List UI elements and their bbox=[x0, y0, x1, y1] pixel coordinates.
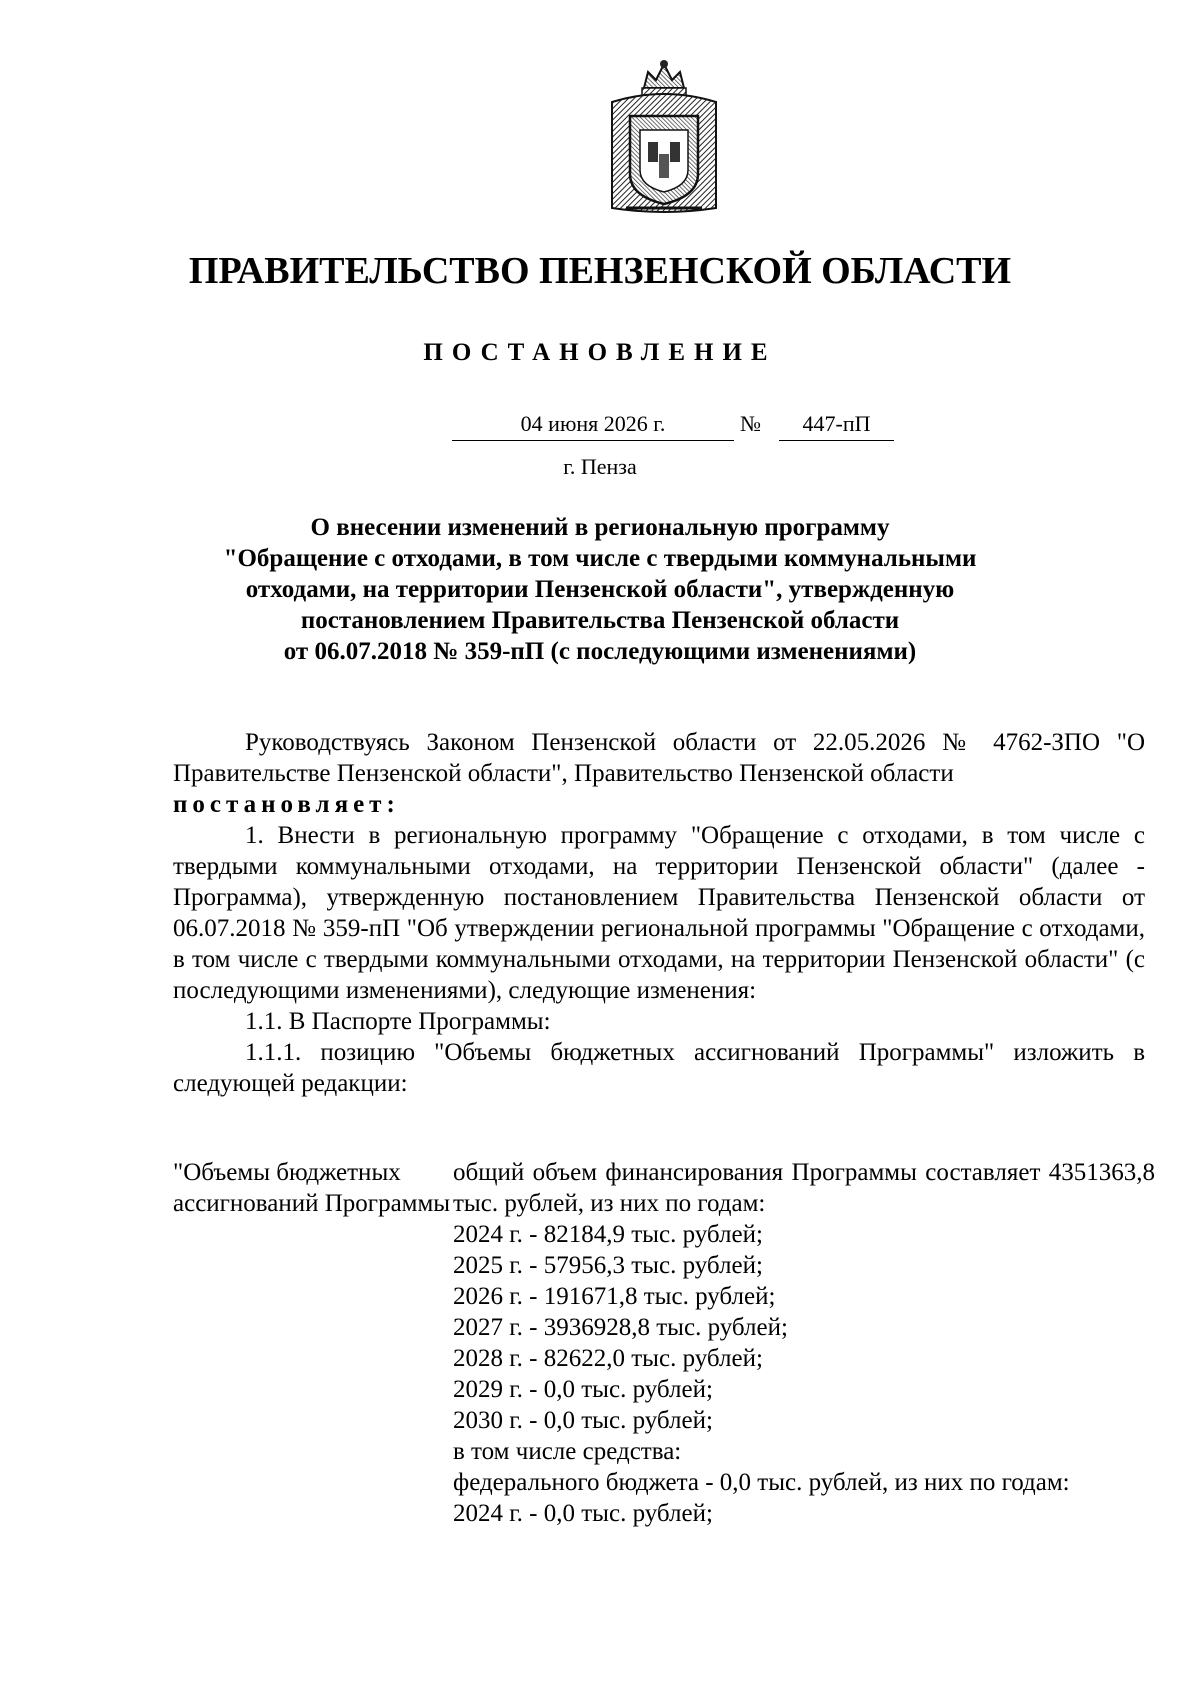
document-body bbox=[173, 727, 1145, 1099]
financing-year: 2029 г. - 0,0 тыс. рублей; bbox=[453, 1376, 713, 1403]
resolves-word: постановляет: bbox=[173, 791, 400, 818]
heading-line: от 06.07.2018 № 359-пП (с последующими изменениями) bbox=[283, 638, 917, 665]
financing-total: общий объем финансирования Программы составляет 4351363,8 тыс. рублей, из них по годам: bbox=[453, 1159, 1155, 1217]
document-heading bbox=[150, 512, 1050, 667]
government-title: ПРАВИТЕЛЬСТВО ПЕНЗЕНСКОЙ ОБЛАСТИ bbox=[188, 250, 1012, 292]
financing-year: 2024 г. - 82184,9 тыс. рублей; bbox=[453, 1221, 763, 1248]
financing-year: 2026 г. - 191671,8 тыс. рублей; bbox=[453, 1283, 776, 1310]
financing-federal: федерального бюджета - 0,0 тыс. рублей, из них по годам: bbox=[453, 1469, 1070, 1496]
item-1-1-1-paragraph: 1.1.1. позицию "Объемы бюджетных ассигнований Программы" изложить в следующей редакции: bbox=[173, 1039, 1145, 1097]
coat-of-arms-icon bbox=[606, 58, 722, 216]
financing-table bbox=[173, 1157, 1155, 1529]
heading-line: отходами, на территории Пензенской области", утвержденную bbox=[245, 576, 955, 603]
document-type: ПОСТАНОВЛЕНИЕ bbox=[423, 339, 777, 366]
financing-label: "Объемы бюджетных ассигнований Программы bbox=[173, 1159, 451, 1217]
financing-federal-year: 2024 г. - 0,0 тыс. рублей; bbox=[453, 1500, 713, 1527]
city: г. Пенза bbox=[563, 454, 637, 479]
document-number: 447-пП bbox=[779, 410, 894, 441]
heading-line: постановлением Правительства Пензенской области bbox=[300, 607, 900, 634]
financing-year: 2030 г. - 0,0 тыс. рублей; bbox=[453, 1407, 713, 1434]
preamble-paragraph: Руководствуясь Законом Пензенской области от 22.05.2026 № 4762-ЗПО "О Правительстве Пензенской области", Правительство Пензенской области bbox=[173, 729, 1145, 787]
financing-content bbox=[453, 1157, 1155, 1529]
financing-year: 2025 г. - 57956,3 тыс. рублей; bbox=[453, 1252, 763, 1279]
financing-year: 2028 г. - 82622,0 тыс. рублей; bbox=[453, 1345, 763, 1372]
heading-line: О внесении изменений в региональную программу bbox=[310, 514, 890, 541]
item-1-paragraph: 1. Внести в региональную программу "Обращение с отходами, в том числе с твердыми коммунальными отходами, на территории Пензенской области" (далее - Программа), утвержденную постановлением Правительства Пензенской области от 06.07.2018 № 359-пП "Об утверждении региональной программы "Обращение с отходами, в том числе с твердыми коммунальными отходами, на территории Пензенской области" (с последующими изменениями), следующие изменения: bbox=[173, 822, 1145, 1004]
financing-including: в том числе средства: bbox=[453, 1438, 682, 1465]
heading-line: "Обращение с отходами, в том числе с твердыми коммунальными bbox=[223, 545, 977, 572]
financing-year: 2027 г. - 3936928,8 тыс. рублей; bbox=[453, 1314, 788, 1341]
item-1-1-paragraph: 1.1. В Паспорте Программы: bbox=[245, 1008, 551, 1035]
document-date: 04 июня 2026 г. bbox=[452, 410, 734, 441]
number-sign: № bbox=[740, 411, 761, 436]
